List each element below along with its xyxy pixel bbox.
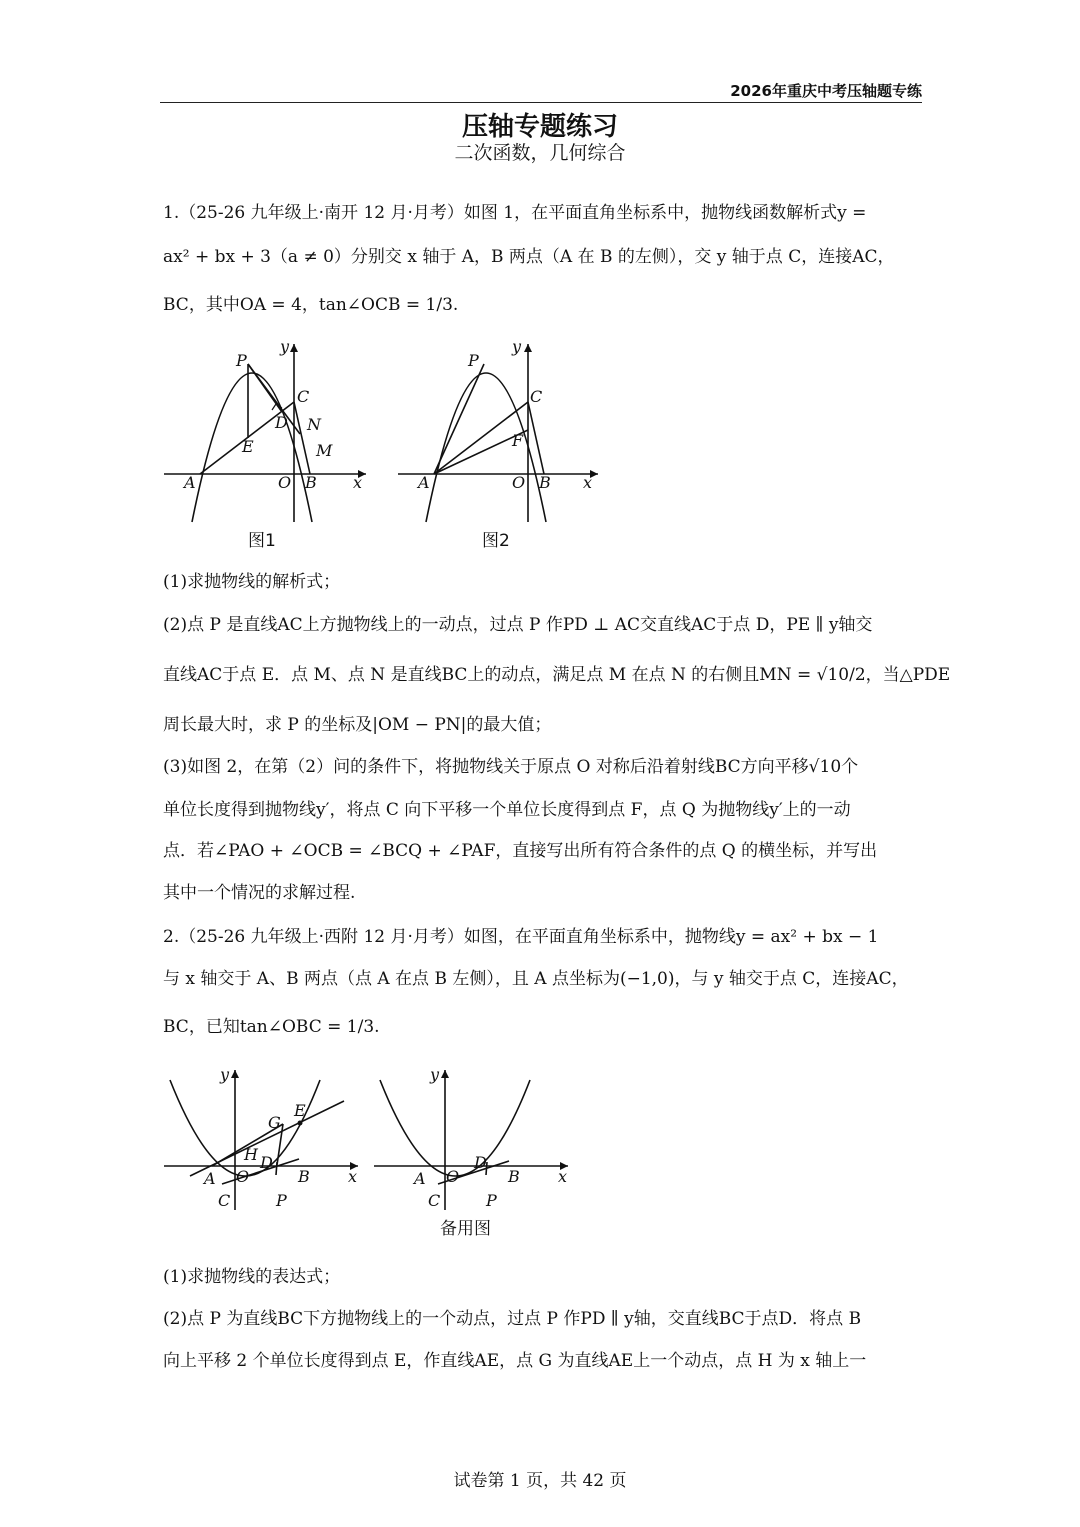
label-o: O (278, 473, 292, 492)
label-e: E (242, 437, 254, 456)
segment-pd (276, 1162, 277, 1175)
label-d: D (260, 1153, 273, 1172)
problem2-figure-backup-caption: 备用图 (440, 1219, 491, 1239)
y-axis-arrow (231, 1070, 239, 1078)
label-p: P (236, 351, 247, 370)
problem1-figure-2 (394, 336, 609, 526)
problem1-q2-line-2: 直线AC于点 E．点 M、点 N 是直线BC上的动点，满足点 M 在点 N 的右侧且MN = √10/2，当△PDE (163, 665, 951, 685)
label-o: O (236, 1167, 250, 1186)
problem2-q2-line-1: (2)点 P 为直线BC下方抛物线上的一个动点，过点 P 作PD ∥ y轴，交直线BC于点D．将点 B (163, 1309, 862, 1329)
label-x: x (353, 473, 363, 492)
problem1-q1: (1)求抛物线的解析式； (163, 572, 341, 592)
label-b: B (508, 1167, 520, 1186)
label-y: y (220, 1065, 230, 1084)
label-x: x (583, 473, 593, 492)
segment-pn (248, 364, 300, 434)
problem2-figure-1 (160, 1064, 365, 1214)
label-a: A (418, 473, 430, 492)
y-axis-arrow (524, 344, 532, 352)
problem1-q3-line-4: 其中一个情况的求解过程. (163, 883, 356, 903)
problem2-figure-backup (370, 1064, 575, 1214)
problem1-q3-line-3: 点．若∠PAO + ∠OCB = ∠BCQ + ∠PAF，直接写出所有符合条件的点 Q 的横坐标，并写出 (163, 841, 878, 861)
label-x: x (558, 1167, 568, 1186)
label-a: A (184, 473, 196, 492)
page-subtitle: 二次函数，几何综合 (454, 142, 626, 164)
label-b: B (539, 473, 551, 492)
label-a: A (414, 1169, 426, 1188)
label-o: O (446, 1167, 460, 1186)
label-b: B (305, 473, 317, 492)
label-c: C (218, 1191, 231, 1210)
label-o: O (512, 473, 526, 492)
label-y: y (430, 1065, 440, 1084)
problem2-line-2: 与 x 轴交于 A、B 两点（点 A 在点 B 左侧），且 A 点坐标为(−1,0)，与 y 轴交于点 C，连接AC， (163, 969, 909, 989)
problem2-q1: (1)求抛物线的表达式； (163, 1267, 341, 1287)
line-bc (528, 402, 544, 474)
point-e-dot (298, 1121, 303, 1126)
label-e: E (294, 1101, 306, 1120)
label-a: A (204, 1169, 216, 1188)
problem1-q2-line-3: 周长最大时，求 P 的坐标及|OM − PN|的最大值； (163, 715, 552, 735)
label-p: P (468, 351, 479, 370)
problem1-q3-line-1: (3)如图 2，在第（2）问的条件下，将抛物线关于原点 O 对称后沿着射线BC方向平移√10个 (163, 757, 859, 777)
problem1-q2-line-1: (2)点 P 是直线AC上方抛物线上的一动点，过点 P 作PD ⊥ AC交直线AC于点 D，PE ∥ y轴交 (163, 615, 873, 635)
problem1-figure-1-caption: 图1 (248, 531, 276, 551)
header-text: 2026年重庆中考压轴题专练 (730, 82, 922, 100)
problem2-line-3: BC，已知tan∠OBC = 1/3. (163, 1017, 380, 1037)
problem1-line-2: ax² + bx + 3（a ≠ 0）分别交 x 轴于 A，B 两点（A 在 B 的左侧），交 y 轴于点 C，连接AC， (163, 247, 895, 267)
problem1-line-3: BC，其中OA = 4，tan∠OCB = 1/3. (163, 295, 459, 315)
label-m: M (316, 441, 333, 460)
problem2-line-1: 2.（25-26 九年级上·西附 12 月·月考）如图，在平面直角坐标系中，抛物线y = ax² + bx − 1 (163, 927, 879, 947)
label-f: F (512, 431, 524, 450)
problem2-q2-line-2: 向上平移 2 个单位长度得到点 E，作直线AE，点 G 为直线AE上一个动点，点 H 为 x 轴上一 (163, 1351, 867, 1371)
label-x: x (348, 1167, 358, 1186)
label-n: N (307, 415, 321, 434)
label-d: D (275, 413, 288, 432)
line-ap (434, 364, 484, 474)
page-header (160, 80, 922, 103)
label-p: P (486, 1191, 497, 1210)
label-c: C (428, 1191, 441, 1210)
problem1-line-1: 1.（25-26 九年级上·南开 12 月·月考）如图 1，在平面直角坐标系中，抛物线函数解析式y = (163, 203, 867, 223)
label-y: y (512, 337, 522, 356)
problem1-q3-line-2: 单位长度得到抛物线y′，将点 C 向下平移一个单位长度得到点 F，点 Q 为抛物线y′上的一动 (163, 800, 851, 820)
label-c: C (297, 387, 310, 406)
problem1-figure-2-caption: 图2 (482, 531, 510, 551)
label-h: H (244, 1145, 258, 1164)
label-g: G (268, 1113, 281, 1132)
page-footer: 试卷第 1 页，共 42 页 (453, 1471, 627, 1491)
label-b: B (298, 1167, 310, 1186)
page-title: 压轴专题练习 (461, 112, 618, 142)
problem1-figure-1 (160, 336, 375, 526)
label-y: y (280, 337, 290, 356)
label-c: C (530, 387, 543, 406)
label-p: P (276, 1191, 287, 1210)
y-axis-arrow (290, 344, 298, 352)
label-d: D (474, 1153, 487, 1172)
line-bc (294, 402, 310, 474)
y-axis-arrow (441, 1070, 449, 1078)
